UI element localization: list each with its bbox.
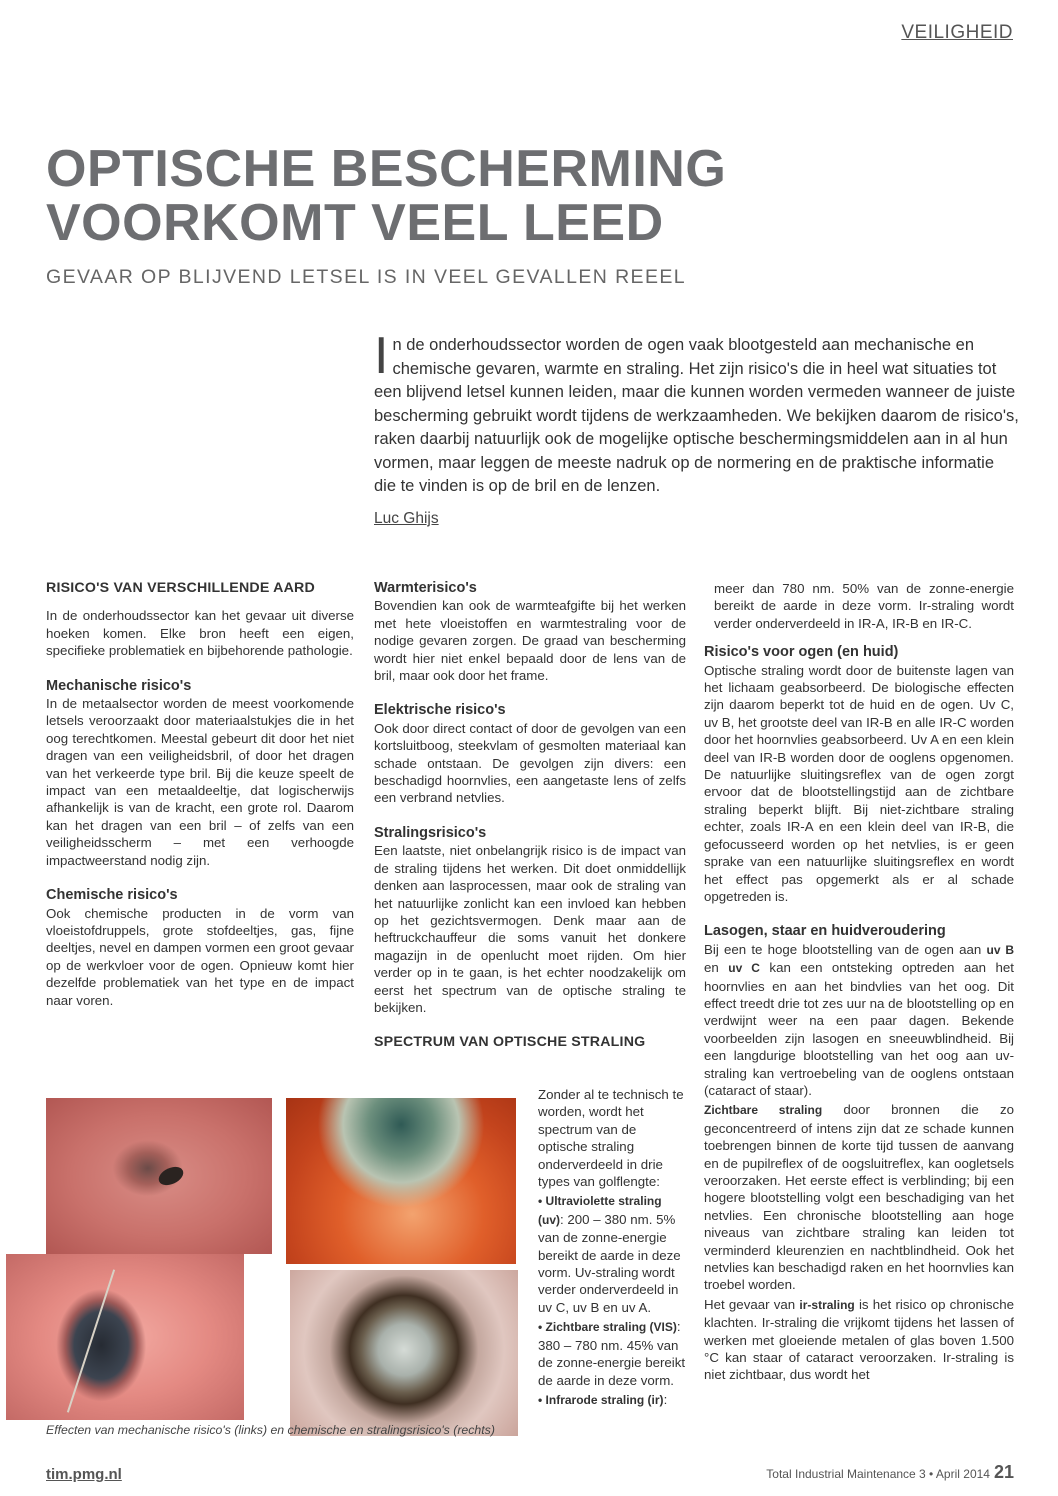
title-line-2: VOORKOMT VEEL LEED (46, 194, 664, 252)
title-line-1: OPTISCHE BESCHERMING (46, 140, 727, 198)
section-tag: VEILIGHEID (901, 22, 1013, 43)
paragraph-eyes-skin: Optische straling wordt door de buitenste lagen van het lichaam geabsorbeerd. De biologische effecten zijn daarom beperkt tot de huid en de ogen. Uv C, uv B, het grootste deel van IR-B en alle IR-C worden door het hoornvlies geabsorbeerd. Uv A en een klein deel van IR-B worden door de ooglens opgenomen. De natuurlijke sluitingsreflex van de ogen zorgt ervoor dat de blootstellingstijd aan de zichtbare straling beperkt blijft. Bij niet-zichtbare straling echter, zoals IR-A en een klein deel van IR-B, die gefocusseerd worden op het netvlies, is er geen sprake van een natuurlijke sluitingsreflex en wordt het effect pas opgemerkt als er al schade opgetreden is. (704, 662, 1014, 904)
visible-radiation-term: Zichtbare straling (704, 1103, 823, 1118)
heading-eyes-skin: Risico's voor ogen (en huid) (704, 644, 899, 661)
heading-spectrum: SPECTRUM VAN OPTISCHE STRALING (374, 1034, 646, 1051)
figure-caption: Effecten van mechanische risico's (links) en chemische en stralingsrisico's (rechts) (46, 1423, 495, 1437)
paragraph-spectrum: Zonder al te technisch te worden, wordt het spectrum van de optische straling onderverdeeld in drie types van golflengte: (538, 1087, 684, 1190)
intro-paragraph (374, 327, 1020, 499)
photo-wire-in-eye (6, 1254, 244, 1420)
paragraph-electrical: Ook door direct contact of door de gevolgen van een kortsluitboog, steekvlam of gesmolten materiaal kan schade ontstaan. De gevolgen zijn divers: een beschadigd hoornvlies, een aangetaste lens of zelfs een verbrand netvlies. (374, 720, 686, 806)
ir-radiation-term: ir-straling (799, 1297, 855, 1312)
text-fragment: Het gevaar van (704, 1296, 800, 1312)
heading-risks: RISICO'S VAN VERSCHILLENDE AARD (46, 580, 315, 596)
page-number: 21 (993, 1462, 1014, 1482)
paragraph-heat: Bovendien kan ook de warmteafgifte bij het werken met hete vloeistoffen en warmtestraling voor de nodige gevaren zorgen. De graad van bescherming wordt hier niet enkel bepaald door de lens van de bril, maar ook door het frame. (374, 598, 686, 684)
paragraph-mechanical: In de metaalsector worden de meest voorkomende letsels veroorzaakt door materiaalstukjes die in het oog terechtkomen. Meestal gebeurt dit door het niet dragen van een veiligheidsbril, of door het dragen van het verkeerde type bril. Bij die keuze speelt de impact van een metaaldeeltje, dat logischerwijs afhankelijk is van de kracht, een grote rol. Daarom kan het dragen van een bril – of zelfs van een veiligheidsscherm – met een verhoogde impactweerstand nodig zijn. (46, 696, 354, 868)
paragraph-chemical: Ook chemische producten in de vorm van vloeistofdruppels, grote stofdeeltjes, gas, fijne deeltjes, nevel en dampen vormen een groot gevaar op de werkvloer voor de ogen. Opnieuw komt hier dezelfde problematiek van het type en de impact naar voren. (46, 905, 354, 1008)
paragraph-welding-eyes (704, 941, 1014, 1100)
uv-label: • Ultraviolette straling (uv) (538, 1194, 662, 1227)
column-3 (704, 580, 1014, 1386)
ir-label: • Infrarode straling (ir) (538, 1392, 664, 1407)
footer-website-link[interactable]: tim.pmg.nl (46, 1466, 122, 1483)
author-byline: Luc Ghijs (374, 510, 439, 527)
text-fragment: door bronnen die zo geconcentreerd of intens zijn dat ze schade kunnen toebrengen binnen de korte tijd tussen de aanvang en de pupilreflex of de oogsluitreflex, kan oogletsels veroorzaken. Het eerste effect is verblinding; bij een hogere blootstelling volgt een beschadiging van het netvlies. Een chronische blootstelling aan hoge niveaus van zichtbare straling kan leiden tot verminderd kleurenzien en nachtblindheid. Ook het netvlies kan beschadigd raken en het hoornvlies kan troebel worden. (704, 1102, 1014, 1293)
column-2-spectrum (538, 1086, 686, 1411)
paragraph-visible-radiation (704, 1101, 1014, 1293)
photo-chemical-eye-burn (286, 1098, 516, 1264)
heading-electrical: Elektrische risico's (374, 702, 506, 719)
uv-text: : 200 – 380 nm. 5% van de zonne-energie bereikt de aarde in deze vorm. Uv-straling wordt verder onderverdeeld in uv C, uv B en uv A. (538, 1211, 681, 1315)
vis-text: : 380 – 780 nm. 45% van de zonne-energie bereikt de aarde in deze vorm. (538, 1319, 686, 1388)
heading-radiation: Stralingsrisico's (374, 824, 487, 841)
ir-text: : (663, 1391, 668, 1407)
spectrum-uv (538, 1192, 686, 1316)
vis-label: • Zichtbare straling (VIS) (538, 1320, 677, 1335)
text-fragment: is het risico op chronische klachten. Ir-straling die vrijkomt tijdens het lassen of werken met gloeiende metalen of glas boven 1.500 °C kan staar of cataract veroorzaken. Ir-straling is niet zichtbaar, dus wordt het (704, 1296, 1014, 1383)
paragraph-ir-continued: meer dan 780 nm. 50% van de zonne-energie bereikt de aarde in deze vorm. Ir-straling wordt verder onderverdeeld in IR-A, IR-B en IR-C. (714, 581, 1014, 631)
publication-info: Total Industrial Maintenance 3 • April 2014 (766, 1467, 990, 1481)
heading-chemical: Chemische risico's (46, 887, 178, 904)
photo-cataract-eye (290, 1270, 518, 1436)
text-fragment: Bij een te hoge blootstelling van de ogen aan (704, 941, 987, 957)
spectrum-ir (538, 1391, 686, 1409)
article-subtitle: GEVAAR OP BLIJVEND LETSEL IS IN VEEL GEVALLEN REEEL (46, 266, 687, 288)
uvc-term: uv C (728, 961, 760, 976)
intro-dropcap: I (374, 327, 389, 385)
footer-publication (766, 1462, 1014, 1483)
heading-mechanical: Mechanische risico's (46, 677, 192, 694)
column-2 (374, 580, 686, 1052)
intro-text: n de onderhoudssector worden de ogen vaak blootgesteld aan mechanische en chemische gevaren, warmte en straling. Het zijn risico's die in heel wat situaties tot een blijvend letsel kunnen leiden, maar die kunnen worden vermeden wanneer de juiste bescherming gebruikt wordt tijdens de werkzaamheden. We bekijken daarom de risico's, raken daarbij natuurlijk ook de mogelijke optische beschermingsmiddelen aan in al hun vormen, maar leggen de meeste nadruk op de normering en de praktische informatie die te vinden is op de bril en de lenzen. (374, 336, 1019, 495)
uvb-term: uv B (986, 942, 1014, 957)
paragraph-radiation: Een laatste, niet onbelangrijk risico is de impact van de straling tijdens het werken. Dit doet onmiddellijk denken aan lasprocessen, maar ook de straling van het natuurlijke zonlicht kan een invloed kan hebben op het gezichtsvermogen. Denk maar aan de heftruckchauffeur die soms vanuit het donkere magazijn in de openlucht moet rijden. Om hier verder op in te gaan, is het echter noodzakelijk om eerst het spectrum van de optische straling te bekijken. (374, 843, 686, 1015)
text-fragment: en (704, 960, 729, 976)
spectrum-vis (538, 1318, 686, 1389)
paragraph-risks: In de onderhoudssector kan het gevaar uit diverse hoeken komen. Elke bron heeft een eigen, specifieke problematiek en bijbehorende pathologie. (46, 608, 354, 659)
article-title (46, 142, 846, 250)
column-1 (46, 580, 354, 1011)
text-fragment: kan een ontsteking optreden aan het hoornvlies en aan het bindvlies van het oog. Dit effect treedt drie tot zes uur na de blootstelling op en verdwijnt weer na een paar dagen. Bekende voorbeelden zijn lasogen en sneeuwblindheid. Bij een langdurige blootstelling van het oog aan uv-straling kan vertroebeling van de ooglens ontstaan (cataract of staar). (704, 960, 1014, 1098)
heading-welding-eyes: Lasogen, staar en huidveroudering (704, 923, 946, 940)
heading-heat: Warmterisico's (374, 580, 477, 596)
paragraph-ir-danger (704, 1296, 1014, 1384)
photo-metal-particle-in-eye (46, 1098, 272, 1254)
